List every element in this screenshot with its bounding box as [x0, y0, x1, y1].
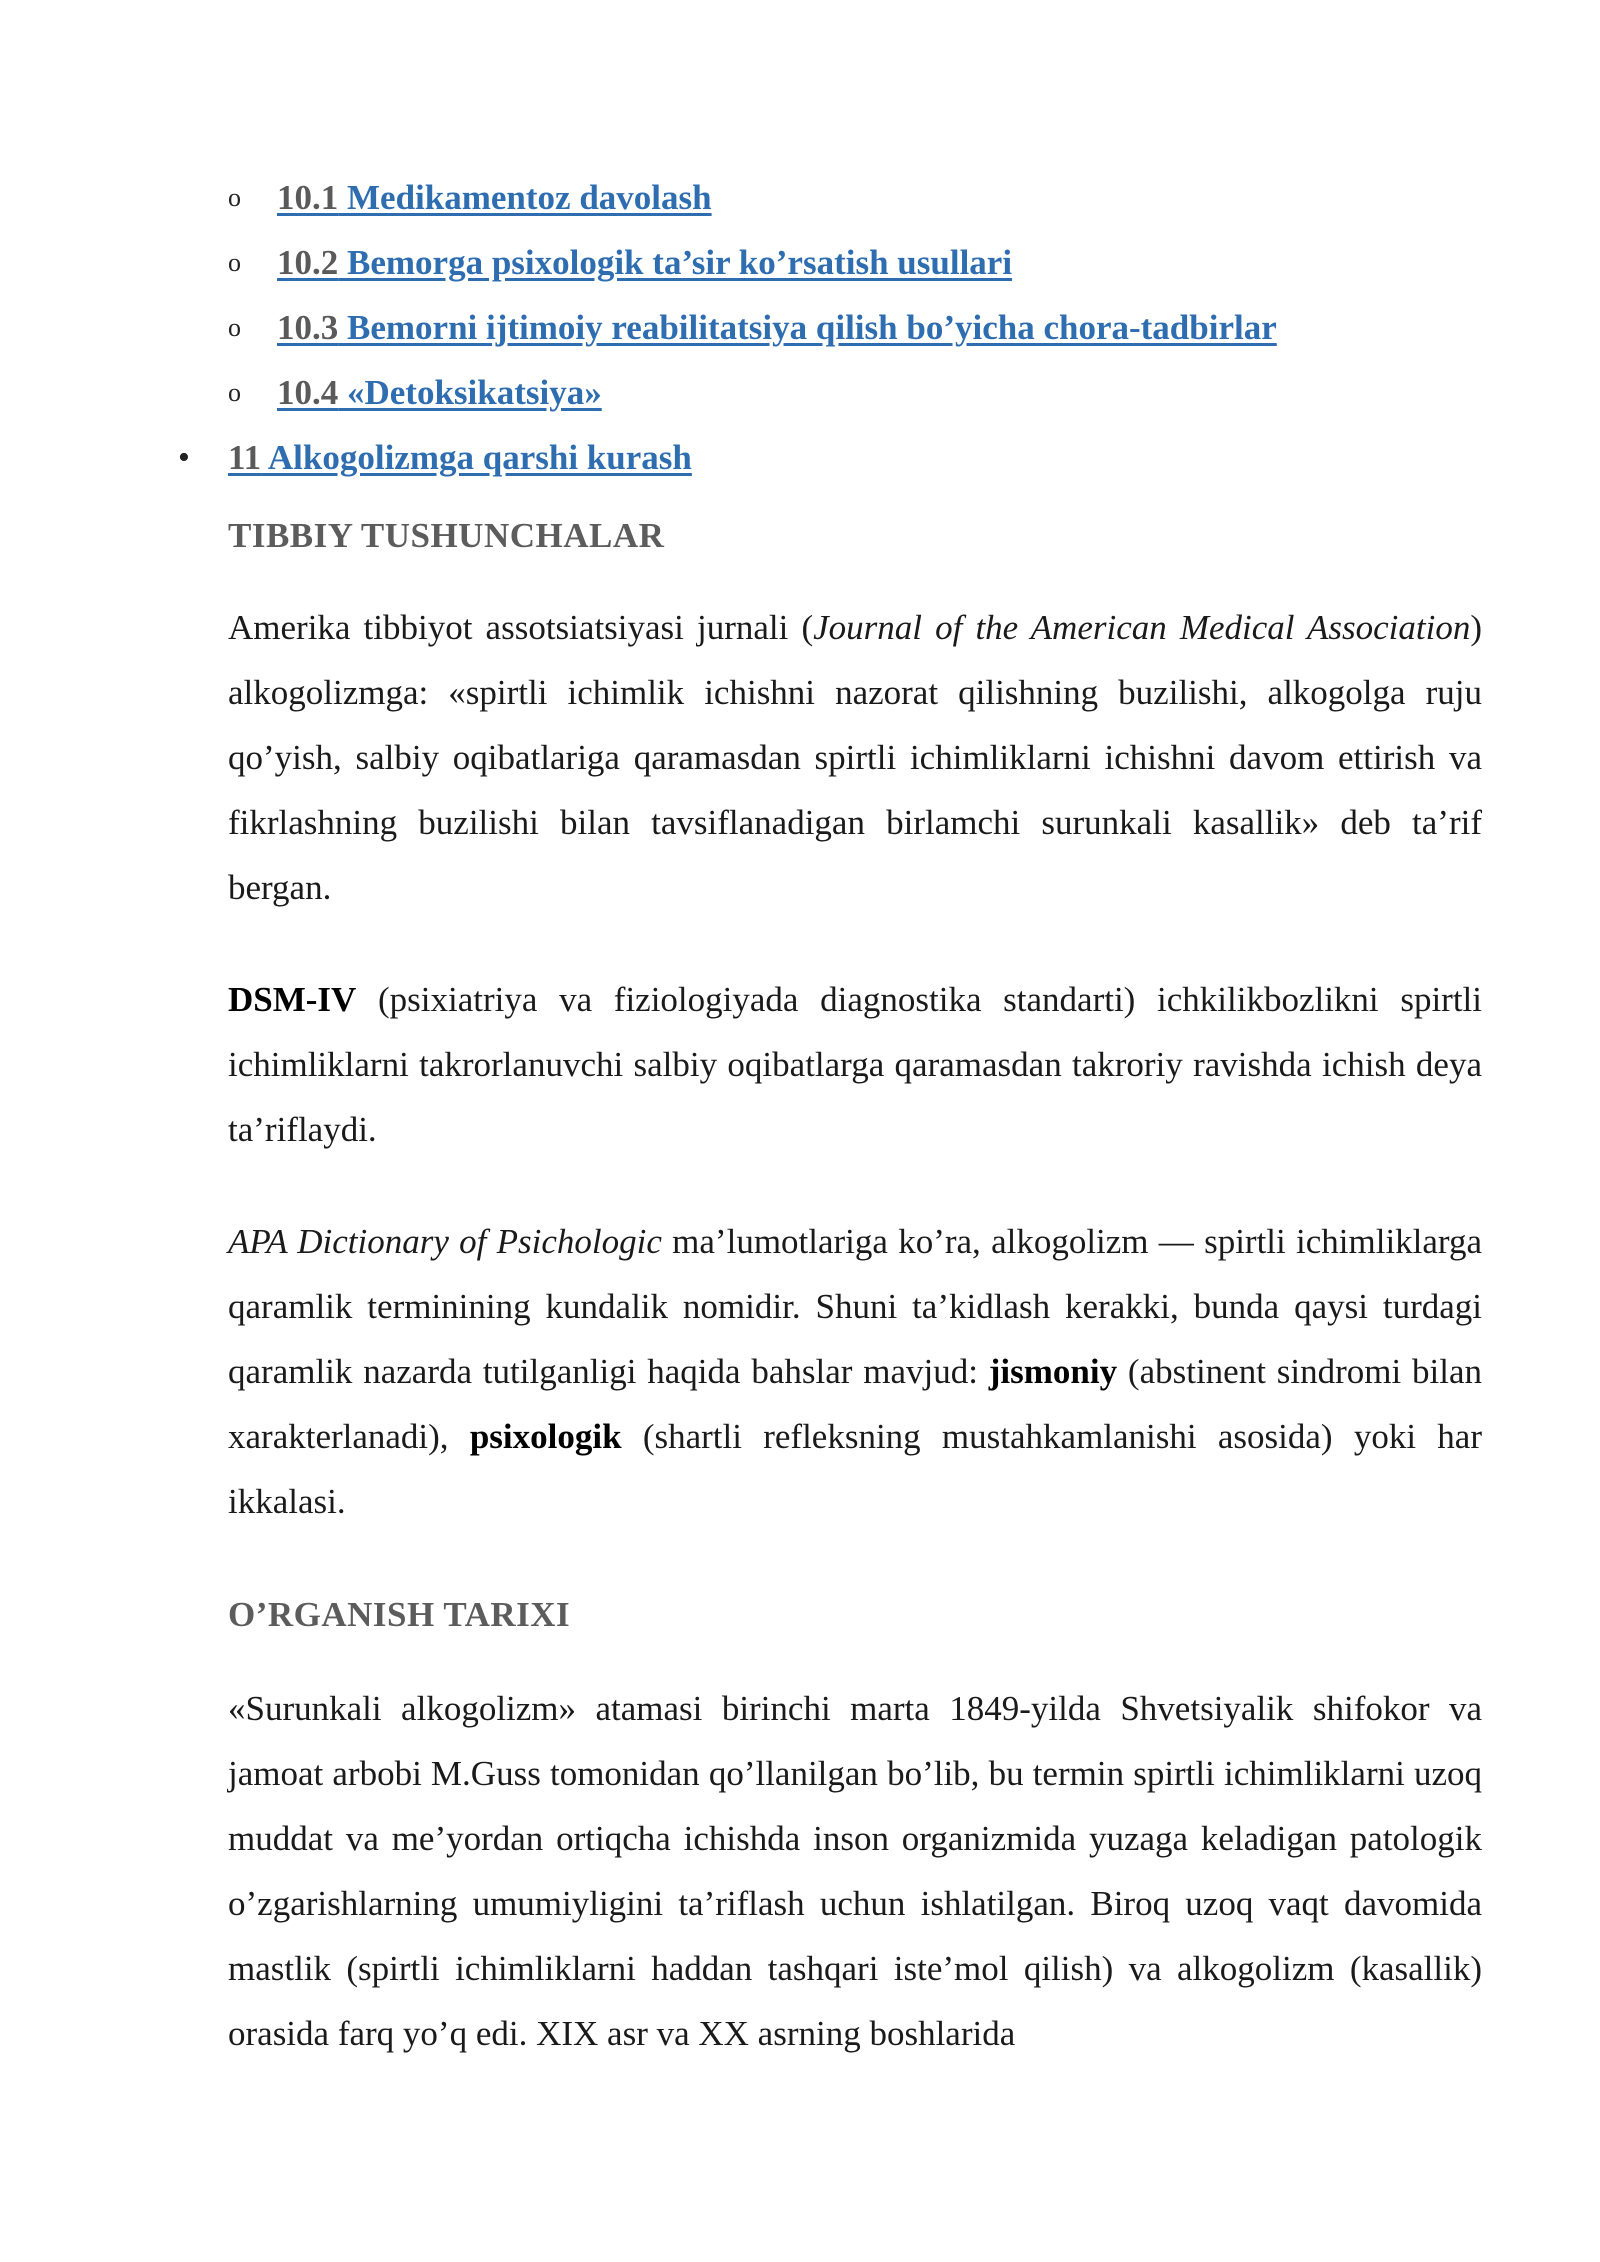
toc-number: 10.3 — [277, 308, 339, 347]
toc-item-10-3 — [0, 295, 1600, 360]
paragraph-text — [228, 1209, 1482, 1534]
paragraph-text — [228, 967, 1482, 1162]
paragraph-tarix — [228, 1676, 1482, 2066]
toc-link-detoksikatsiya[interactable] — [277, 373, 602, 412]
toc-item-11 — [0, 425, 1600, 490]
paragraph-apa — [228, 1209, 1482, 1534]
paragraph-jama — [228, 595, 1482, 920]
circle-bullet-icon: o — [228, 313, 241, 342]
toc-link-psixologik[interactable] — [277, 243, 1012, 282]
text-run: (abstinent sindromi bilan xarakterlanadi), — [228, 1352, 1482, 1456]
section-heading-organish: O’RGANISH TARIXI — [228, 1595, 571, 1634]
italic-run: Journal of the American Medical Association — [813, 608, 1471, 647]
text-run: ma’lumotlariga ko’ra, alkogolizm — spirtli ichimliklarga qaramlik terminining kundalik nomidir. Shuni ta’kidlash kerakki, bunda qaysi turdagi qaramlik nazarda tutilganligi haqida bahslar mavjud: — [228, 1222, 1482, 1391]
circle-bullet-icon: o — [228, 378, 241, 407]
toc-item-10-2 — [0, 230, 1600, 295]
bold-run: DSM-IV — [228, 980, 357, 1019]
toc-number: 10.1 — [277, 178, 339, 217]
paragraph-text: «Surunkali alkogolizm» atamasi birinchi marta 1849-yilda Shvetsiyalik shifokor va jamoat arbobi M.Guss tomonidan qo’llanilgan bo’lib, bu termin spirtli ichimliklarni uzoq muddat va me’yordan ortiqcha ichishda inson organizmida yuzaga keladigan patologik o’zgarishlarning umumiyligini ta’riflash uchun ishlatilgan. Biroq uzoq vaqt davomida mastlik (spirtli ichimliklarni haddan tashqari iste’mol qilish) va alkogolizm (kasallik) orasida farq yo’q edi. XIX asr va XX asrning boshlarida — [228, 1689, 1482, 2053]
toc-item-10-4 — [0, 360, 1600, 425]
toc-link-kurash[interactable] — [228, 438, 692, 477]
paragraph-dsm — [228, 967, 1482, 1162]
toc-number: 10.2 — [277, 243, 339, 282]
circle-bullet-icon: o — [228, 248, 241, 277]
table-of-contents — [0, 165, 1600, 490]
toc-number: 11 — [228, 438, 262, 477]
toc-title: Bemorni ijtimoiy reabilitatsiya qilish bo’yicha chora-tadbirlar — [338, 308, 1277, 347]
bold-run: psixologik — [469, 1417, 622, 1456]
text-run: (psixiatriya va fiziologiyada diagnostika standarti) ichkilikbozlikni spirtli ichimliklarni takrorlanuvchi salbiy oqibatlarga qaramasdan takroriy ravishda ichish deya ta’riflaydi. — [228, 980, 1482, 1149]
bold-run: jismoniy — [988, 1352, 1118, 1391]
circle-bullet-icon: o — [228, 183, 241, 212]
toc-link-reabilitatsiya[interactable] — [277, 308, 1277, 347]
text-run: (shartli refleksning mustahkamlanishi asosida) yoki har ikkalasi. — [228, 1417, 1482, 1521]
disc-bullet-icon: • — [178, 439, 190, 476]
text-run: Amerika tibbiyot assotsiatsiyasi jurnali ( — [228, 608, 814, 647]
italic-run: APA Dictionary of Psichologic — [228, 1222, 662, 1261]
toc-title: «Detoksikatsiya» — [338, 373, 602, 412]
toc-title: Alkogolizmga qarshi kurash — [261, 438, 692, 477]
toc-link-medikamentoz[interactable] — [277, 178, 712, 217]
toc-item-10-1 — [0, 165, 1600, 230]
toc-title: Bemorga psixologik ta’sir ko’rsatish usullari — [338, 243, 1013, 282]
toc-number: 10.4 — [277, 373, 339, 412]
text-run: ) alkogolizmga: «spirtli ichimlik ichishni nazorat qilishning buzilishi, alkogolga ruju qo’yish, salbiy oqibatlariga qaramasdan spirtli ichimliklarni ichishni davom ettirish va fikrlashning buzilishi bilan tavsiflanadigan birlamchi surunkali kasallik» deb ta’rif bergan. — [228, 608, 1482, 907]
paragraph-text — [228, 595, 1482, 920]
toc-title: Medikamentoz davolash — [338, 178, 712, 217]
section-heading-tibbiy: TIBBIY TUSHUNCHALAR — [228, 516, 665, 555]
